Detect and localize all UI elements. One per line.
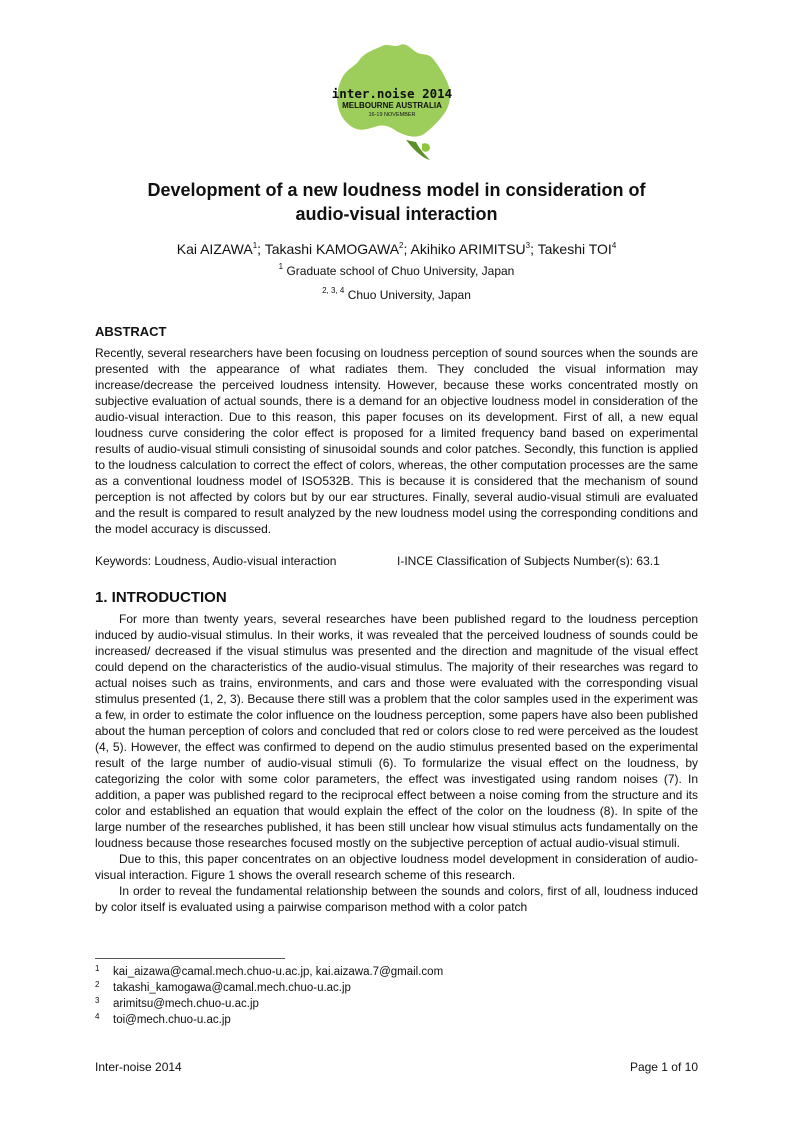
- author-separator: ;: [530, 241, 538, 257]
- intro-paragraph-2: Due to this, this paper concentrates on an objective loudness model development in consideration of audio-visual interaction. Figure 1 shows the overall research scheme of this research.: [95, 852, 698, 882]
- affiliation-text: Graduate school of Chuo University, Japan: [286, 264, 515, 278]
- title-line-1: Development of a new loudness model in consideration of: [147, 180, 646, 200]
- logo-line-2: MELBOURNE AUSTRALIA: [342, 101, 442, 110]
- author-mark: 1: [252, 241, 258, 250]
- footnote: [95, 996, 698, 1012]
- abstract-heading: ABSTRACT: [95, 324, 167, 339]
- author-name: Akihiko ARIMITSU: [410, 241, 526, 257]
- author-list: [95, 240, 698, 258]
- author-mark: 4: [611, 241, 617, 250]
- affiliation-2: [95, 287, 698, 303]
- logo-line-3: 16-19 NOVEMBER: [368, 112, 416, 118]
- logo-line-1: inter.noise 2014: [331, 86, 453, 101]
- affiliation-mark: 2, 3, 4: [322, 286, 345, 295]
- paper-title: [95, 178, 698, 226]
- author-mark: 3: [525, 241, 531, 250]
- footnote-mark: 2: [95, 980, 100, 989]
- conference-logo: [330, 40, 455, 170]
- introduction-heading: 1. INTRODUCTION: [95, 589, 227, 606]
- footer-page-number: Page 1 of 10: [629, 1060, 698, 1074]
- author-separator: ;: [257, 241, 265, 257]
- author-separator: ;: [403, 241, 411, 257]
- footnote-email[interactable]: kai_aizawa@camal.mech.chuo-u.ac.jp, kai.aizawa.7@gmail.com: [113, 966, 444, 978]
- author-name: Kai AIZAWA: [176, 241, 253, 257]
- affiliation-1: [95, 263, 698, 279]
- footnote-email[interactable]: arimitsu@mech.chuo-u.ac.jp: [113, 998, 259, 1010]
- footnotes: [95, 964, 698, 1028]
- abstract-paragraph: Recently, several researchers have been focusing on loudness perception of sound sources when the sounds are presented with the appearance of what radiates them. They concluded the visual information may increase/decrease the perceived loudness intensity. However, because these works concentrated mostly on subjective evaluation of actual sounds, there is a demand for an objective loudness model in consideration of the audio-visual interaction. Due to this reason, this paper focuses on its development. First of all, a new equal loudness curve considering the color effect is proposed for a limited frequency band based on experimental results of audio-visual stimuli consisting of sinusoidal sounds and color patches. Secondly, this function is applied to the loudness calculation to correct the effect of colors, whereas, the other computation processes are the same as a conventional loudness model of ISO532B. This is because it is considered that the mechanism of sound perception is not affected by colors but by our ear structures. Finally, several audio-visual stimuli are evaluated and the result is compared to result analyzed by the new loudness model using the corresponding conditions and the model accuracy is discussed.: [95, 346, 698, 536]
- introduction-body: [95, 611, 698, 951]
- author-mark: 2: [399, 241, 404, 250]
- footnote-mark: 1: [95, 964, 100, 973]
- author-name: Takeshi TOI: [537, 241, 612, 257]
- tasmania-shape: [422, 143, 430, 152]
- footnote-mark: 4: [95, 1012, 100, 1021]
- footnote-mark: 3: [95, 996, 100, 1005]
- classification: I-INCE Classification of Subjects Number(s): 63.1: [397, 554, 660, 568]
- author-name: Takashi KAMOGAWA: [264, 241, 400, 257]
- keywords: Keywords: Loudness, Audio-visual interaction: [95, 554, 337, 568]
- footnote-email[interactable]: takashi_kamogawa@camal.mech.chuo-u.ac.jp: [113, 982, 351, 994]
- intro-paragraph-3: In order to reveal the fundamental relationship between the sounds and colors, first of all, loudness induced by color itself is evaluated using a pairwise comparison method with a color patch: [95, 884, 698, 914]
- footnote: [95, 964, 698, 980]
- footnote-divider: [95, 958, 285, 959]
- affiliation-mark: 1: [278, 262, 284, 271]
- footnote: [95, 1012, 698, 1028]
- title-line-2: audio-visual interaction: [295, 204, 498, 224]
- footer-conference: Inter-noise 2014: [95, 1060, 182, 1074]
- footnote-email[interactable]: toi@mech.chuo-u.ac.jp: [113, 1014, 231, 1026]
- abstract-body: [95, 345, 698, 545]
- affiliation-text: Chuo University, Japan: [347, 288, 471, 302]
- footnote: [95, 980, 698, 996]
- intro-paragraph-1: For more than twenty years, several researches have been published regard to the loudness perception induced by audio-visual stimulus. In their works, it was revealed that the perceived loudness of sounds could be increased/ decreased if the visual stimulus was presented and the direction and magnitude of the visual effect could depend on the characteristics of the audio-visual stimulus. The majority of their researches was regard to actual noises such as trains, environments, and cars and those were evaluated with the corresponding visual stimulus presented (1, 2, 3). Because there still was a problem that the color samples used in the experiment was a few, in order to estimate the color influence on the loudness perception, some papers have also been published about the human perception of colors and concluded that red or colors close to red were perceived as the loudest (4, 5). However, the effect was confirmed to depend on the audio stimulus presented based on the experimental result of the large number of audio-visual stimuli (6). To formularize the visual effect on the loudness, by categorizing the color with some color parameters, the effect was investigated using random noises (7). In addition, a paper was published regard to the reciprocal effect between a noise coming from the structure and its color and established an equation that would explain the effect of the color on the loudness (8). In spite of the large number of the researches published, it has been still unclear how visual stimulus acts fundamentally on the loudness because those researches focused mostly on the subjective perception of actual audio-visual stimuli.: [95, 612, 698, 850]
